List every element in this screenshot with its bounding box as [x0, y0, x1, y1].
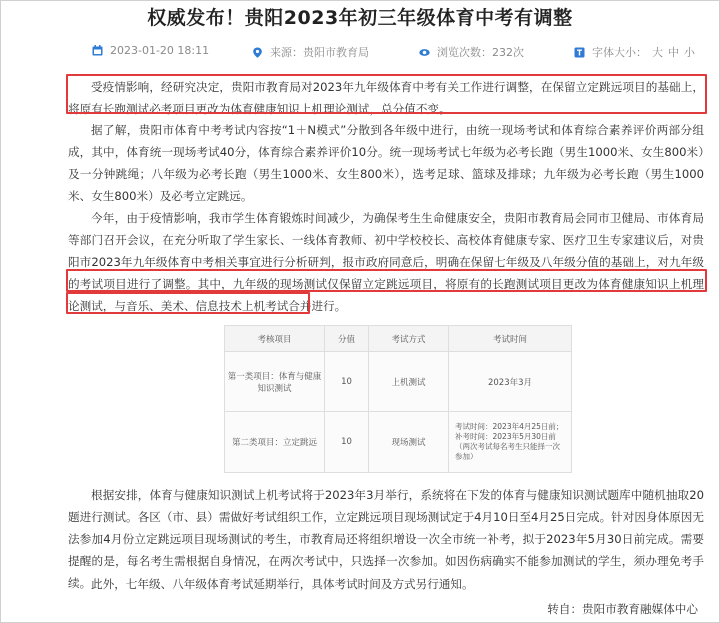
- table-row: [225, 412, 572, 473]
- calendar-icon: [92, 45, 103, 56]
- article-title: 权威发布！贵阳2023年初三年级体育中考有调整: [147, 7, 573, 29]
- highlight-box-1: [66, 74, 707, 114]
- table-header-row: [225, 326, 572, 352]
- table-cell: 第二类项目：立定跳远: [225, 412, 325, 473]
- table-cell: 10: [325, 412, 369, 473]
- eye-icon: [419, 47, 430, 58]
- highlight-box-2a: [66, 269, 707, 292]
- meta-date: 2023-01-20 18:11: [92, 44, 209, 57]
- location-pin-icon: [252, 47, 263, 58]
- table-cell: 考试时间：2023年4月25日前；补考时间：2023年5月30日前（两次考试每名考生只能择一次参加）: [449, 412, 572, 473]
- font-size-small-button[interactable]: 小: [684, 46, 695, 59]
- article-meta: [0, 44, 720, 60]
- paragraph-4: 根据安排，体育与健康知识测试上机考试将于2023年3月举行，系统将在下发的体育与健康知识测试题库中随机抽取20题进行测试。各区（市、县）需做好考试组织工作，立定跳远项目现场测试定于4月10日至4月25日完成。针对因身体原因无法参加4月份立定跳远项目现场测试的考生，市教育局还将组织增设一次全市统一补考，拟于2023年5月30日前完成。需要提醒的是，每名考生需根据自身情况，在两次考试中，只选择一次参加。如因伤病确实不能参加测试的学生，须办理免考手续。: [68, 488, 704, 590]
- table-header-cell: 考试方式: [369, 326, 449, 352]
- meta-font-size: 字体大小： 大 中 小: [574, 44, 695, 60]
- font-size-medium-button[interactable]: 中: [668, 46, 679, 59]
- meta-views: 浏览次数：232次: [419, 44, 524, 60]
- font-size-icon: [574, 47, 585, 58]
- meta-source: 来源：贵阳市教育局: [252, 44, 369, 60]
- font-size-large-button[interactable]: 大: [652, 46, 663, 59]
- paragraph-1: 受疫情影响，经研究决定，贵阳市教育局对2023年九年级体育中考有关工作进行调整，在保留立定跳远项目的基础上，将原有长跑测试必考项目更改为体育健康知识上机理论测试，总分值不变。: [68, 80, 704, 116]
- highlight-box-2b: [66, 292, 310, 314]
- paragraph-5: 此外，七年级、八年级体育考试延期举行，具体考试时间及方式另行通知。: [91, 577, 474, 591]
- article-footer-source: 转自：贵阳市教育融媒体中心: [547, 602, 698, 616]
- paragraph-3: 今年，由于疫情影响，我市学生体育锻炼时间减少，为确保考生生命健康安全，贵阳市教育局会同市卫健局、市体育局等部门召开会议，在充分听取了学生家长、一线体育教师、初中学校校长、高校体育健康专家、医疗卫生专家建议后，对贵阳市2023年九年级体育中考相关事宜进行分析研判，报市政府同意后，明确在保留七年级及八年级分值的基础上，对九年级的考试项目进行了调整。其中，九年级的现场测试仅保留立定跳远项目，将原有的长跑测试项目更改为体育健康知识上机理论测试，与音乐、美术、信息技术上机考试合并进行。: [68, 211, 704, 313]
- table-cell: 2023年3月: [449, 352, 572, 412]
- table-cell: 上机测试: [369, 352, 449, 412]
- exam-table: [224, 325, 572, 473]
- table-cell: 现场测试: [369, 412, 449, 473]
- table-header-cell: 分值: [325, 326, 369, 352]
- table-row: [225, 352, 572, 412]
- table-header-cell: 考试时间: [449, 326, 572, 352]
- table-header-cell: 考核项目: [225, 326, 325, 352]
- table-cell: 第一类项目：体育与健康知识测试: [225, 352, 325, 412]
- table-cell: 10: [325, 352, 369, 412]
- paragraph-2: 据了解，贵阳市体育中考考试内容按“1＋N模式”分散到各年级中进行，由统一现场考试和体育综合素养评价两部分组成，其中，体育统一现场考试40分，体育综合素养评价10分。统一现场考试七年级为必考长跑（男生1000米、女生800米）及一分钟跳绳；八年级为必考长跑（男生1000米、女生800米），选考足球、篮球及排球；九年级为必考长跑（男生1000米、女生800米）及必考立定跳远。: [68, 123, 704, 203]
